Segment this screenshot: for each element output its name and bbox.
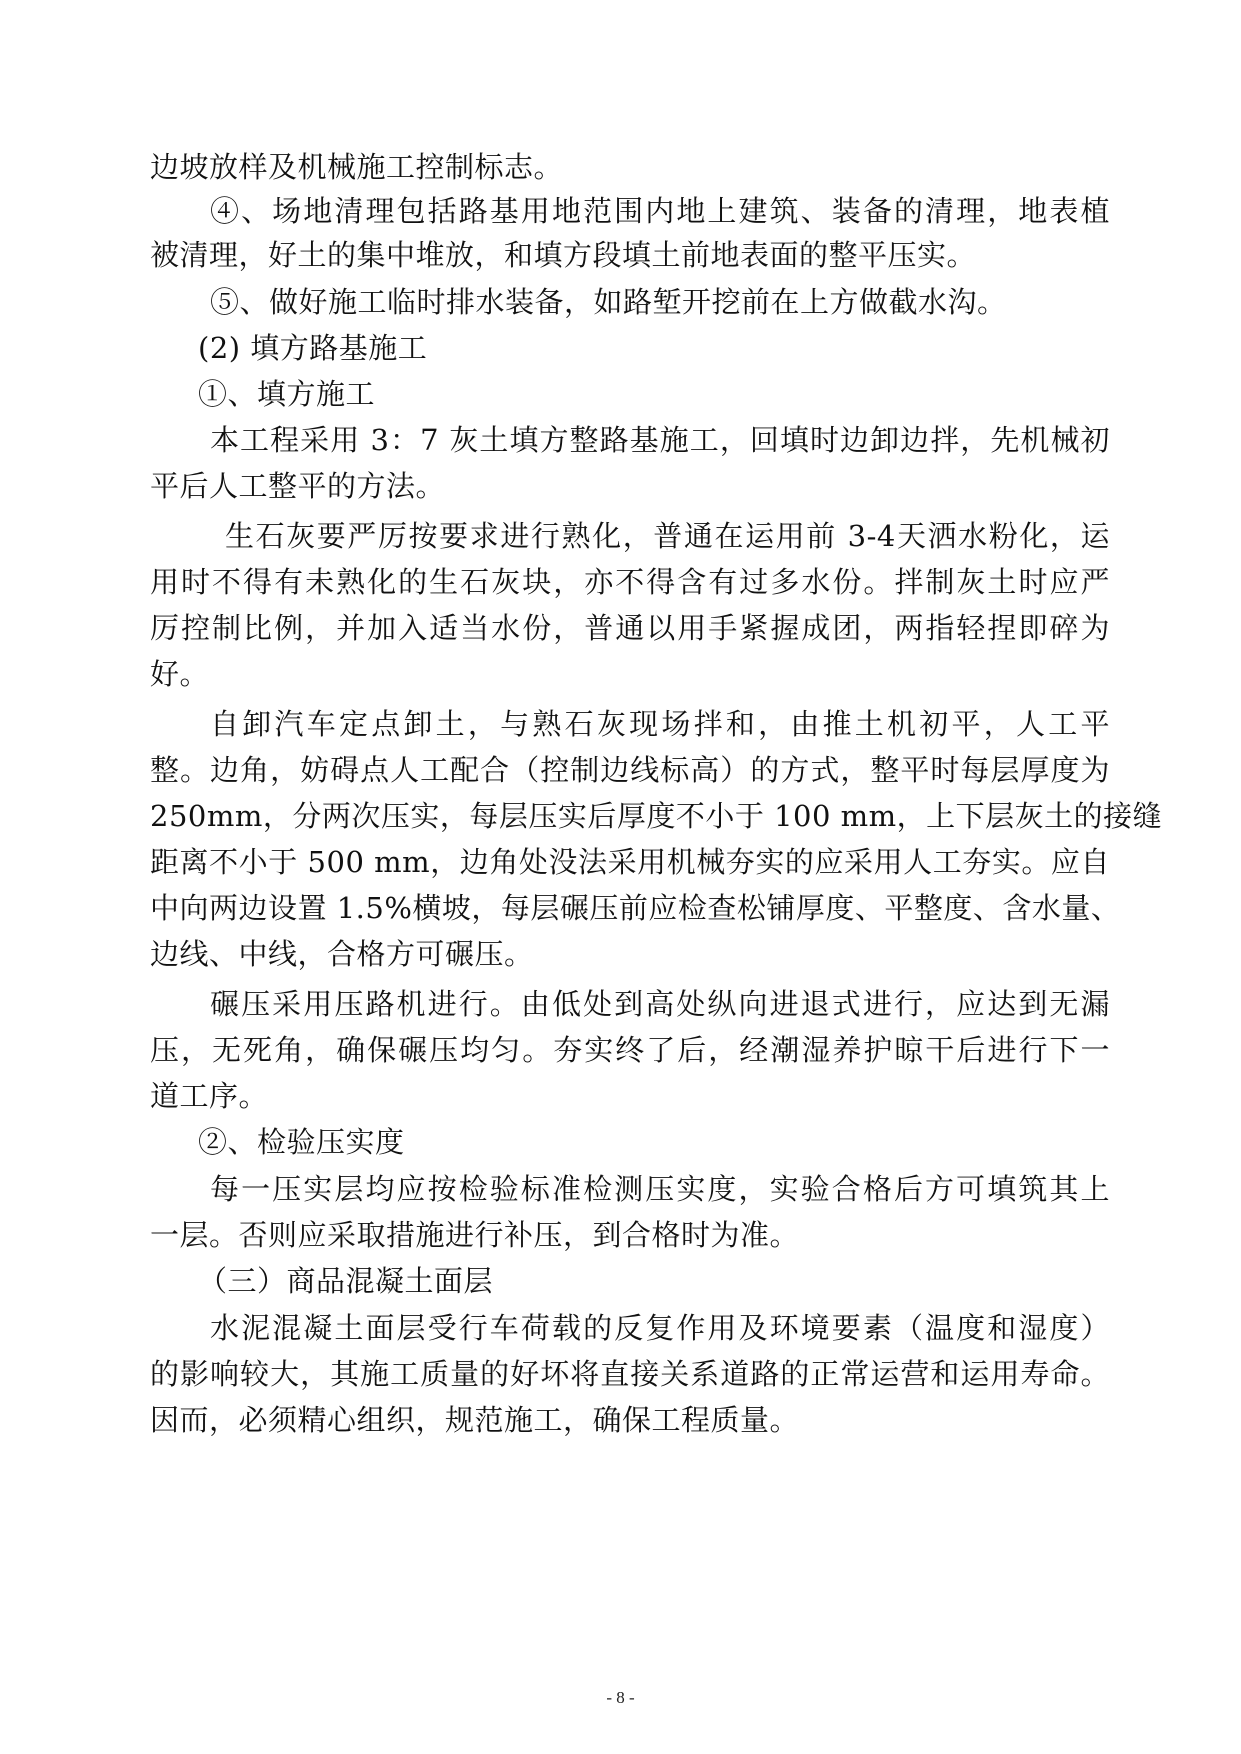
text-line: 一层。否则应采取措施进行补压，到合格时为准。 — [150, 1218, 800, 1252]
text-line: 每一压实层均应按检验标准检测压实度，实验合格后方可填筑其上 — [210, 1172, 1110, 1206]
section-heading: (2) 填方路基施工 — [198, 331, 428, 365]
page-number: - 8 - — [606, 1688, 635, 1707]
text-line: 厉控制比例，并加入适当水份，普通以用手紧握成团，两指轻捏即碎为 — [150, 611, 1110, 645]
subsection-heading: ①、填方施工 — [198, 377, 376, 411]
section-heading: （三）商品混凝土面层 — [198, 1264, 494, 1298]
text-line: 整。边角，妨碍点人工配合（控制边线标高）的方式，整平时每层厚度为 — [150, 753, 1110, 787]
text-line: 压，无死角，确保碾压均匀。夯实终了后，经潮湿养护晾干后进行下一 — [150, 1033, 1110, 1067]
text-line: 自卸汽车定点卸土，与熟石灰现场拌和，由推土机初平，人工平 — [210, 707, 1110, 741]
text-line: 平后人工整平的方法。 — [150, 469, 446, 503]
text-line: 碾压采用压路机进行。由低处到高处纵向进退式进行，应达到无漏 — [210, 987, 1110, 1021]
text-line: 生石灰要严厉按要求进行熟化，普通在运用前 3-4天洒水粉化，运 — [225, 519, 1110, 553]
subsection-heading: ②、检验压实度 — [198, 1125, 405, 1159]
text-line: 本工程采用 3：7 灰土填方整路基施工，回填时边卸边拌，先机械初 — [210, 423, 1110, 457]
text-line: 水泥混凝土面层受行车荷载的反复作用及环境要素（温度和湿度） — [210, 1311, 1110, 1345]
text-line: 中向两边设置 1.5%横坡，每层碾压前应检查松铺厚度、平整度、含水量、 — [150, 891, 1121, 925]
text-line: 距离不小于 500 mm，边角处没法采用机械夯实的应采用人工夯实。应自 — [150, 845, 1110, 879]
text-line: 250mm，分两次压实，每层压实后厚度不小于 100 mm，上下层灰土的接缝 — [150, 799, 1163, 833]
text-line: 边坡放样及机械施工控制标志。 — [150, 150, 564, 184]
text-line: 道工序。 — [150, 1079, 269, 1113]
text-line: ④、场地清理包括路基用地范围内地上建筑、装备的清理，地表植 — [210, 194, 1110, 228]
text-line: 被清理，好土的集中堆放，和填方段填土前地表面的整平压实。 — [150, 238, 977, 272]
text-line: ⑤、做好施工临时排水装备，如路堑开挖前在上方做截水沟。 — [210, 285, 1007, 319]
text-line: 用时不得有未熟化的生石灰块，亦不得含有过多水份。拌制灰土时应严 — [150, 565, 1110, 599]
text-line: 好。 — [150, 657, 210, 691]
text-line: 边线、中线，合格方可碾压。 — [150, 937, 534, 971]
text-line: 因而，必须精心组织，规范施工，确保工程质量。 — [150, 1403, 800, 1437]
text-line: 的影响较大，其施工质量的好坏将直接关系道路的正常运营和运用寿命。 — [150, 1357, 1110, 1391]
